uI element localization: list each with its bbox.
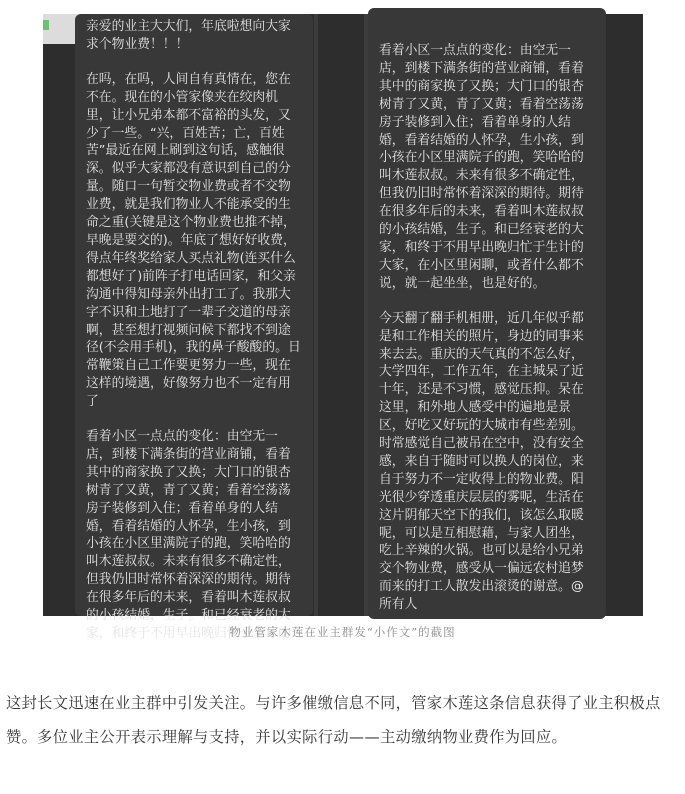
image-caption: 物业管家木莲在业主群发“小作文”的截图: [229, 625, 456, 639]
message-bubble-left: [75, 14, 313, 641]
message-paragraph: 亲爱的业主大大们，年底啦想向大家求个物业费！！！: [86, 19, 291, 52]
message-paragraph: 在吗，在吗，人间自有真情在，您在不在。现在的小管家像夹在绞肉机里，让小兄弟本都不富裕的头发，又少了一些。“兴，百姓苦；亡，百姓苦”最近在网上刷到这句话，感触很深。似乎大家都没有意识到自己的分量。随口一句暂交物业费或者不交物业费，就是我们物业人不能承受的生命之重(关键是这个物业费也推不掉，早晚是要交的)。年底了想好好收费，得点年终奖给家人买点礼物(连买什么都想好了)前阵子打电话回家，和父亲沟通中得知母亲外出打工了。我那大字不识和土地打了一辈子交道的母亲啊，甚至想打视频问候下都找不到途径(不会用手机)，我的鼻子酸酸的。日常鞭策自己工作要更努力一些，现在这样的境遇，好像努力也不一定有用了: [86, 71, 301, 410]
gutter-divider: [314, 14, 318, 616]
message-paragraph: 今天翻了翻手机相册，近几年似乎都是和工作相关的照片，身边的同事来来去去。重庆的天气真的不怎么好，大学四年，工作五年，在主城呆了近十年，还是不习惯，感觉压抑。呆在这里，和外地人感受中的遍地是景区，好吃又好玩的大城市有些差别。时常感觉自己被吊在空中，没有安全感，来自于随时可以换人的岗位，来自于努力不一定收得上的物业费。阳光很少穿透重庆层层的雾呢，生活在这片阴郁天空下的我们，该怎么取暖呢，可以是互相慰藉，与家人团坐，吃上辛辣的火锅。也可以是给小兄弟交个物业费，感受从一偏远农村追梦而来的打工人散发出滚烫的谢意。@所有人: [379, 310, 584, 613]
message-bubble-right: [368, 8, 606, 619]
message-paragraph: 看着小区一点点的变化：由空无一店，到楼下满条街的营业商铺，看着其中的商家换了又换；大门口的银杏树青了又黄，青了又黄；看着空荡荡房子装修到入住；看着单身的人结婚，看着结婚的人怀孕，生小孩，到小孩在小区里满院子的跑，笑哈哈的叫木莲叔叔。未来有很多不确定性，但我仍旧时常怀着深深的期待。期待在很多年后的未来，看着叫木莲叔叔的小孩结婚，生子。和已经衰老的大家，和终于不用早出晚归忙于生计的: [86, 429, 291, 641]
article-paragraph: 这封长文迅速在业主群中引发关注。与许多催缴信息不同，管家木莲这条信息获得了业主积极点赞。多位业主公开表示理解与支持，并以实际行动——主动缴纳物业费作为回应。: [6, 694, 661, 746]
message-paragraph: 看着小区一点点的变化：由空无一店，到楼下满条街的营业商铺，看着其中的商家换了又换；大门口的银杏树青了又黄，青了又黄；看着空荡荡房子装修到入住；看着单身的人结婚，看着结婚的人怀孕，生小孩，到小孩在小区里满院子的跑，笑哈哈的叫木莲叔叔。未来有很多不确定性，但我仍旧时常怀着深深的期待。期待在很多年后的未来，看着叫木莲叔叔的小孩结婚，生子。和已经衰老的大家，和终于不用早出晚归忙于生计的大家，在小区里闲聊，或者什么都不说，就一起坐坐，也是好的。: [379, 43, 584, 291]
